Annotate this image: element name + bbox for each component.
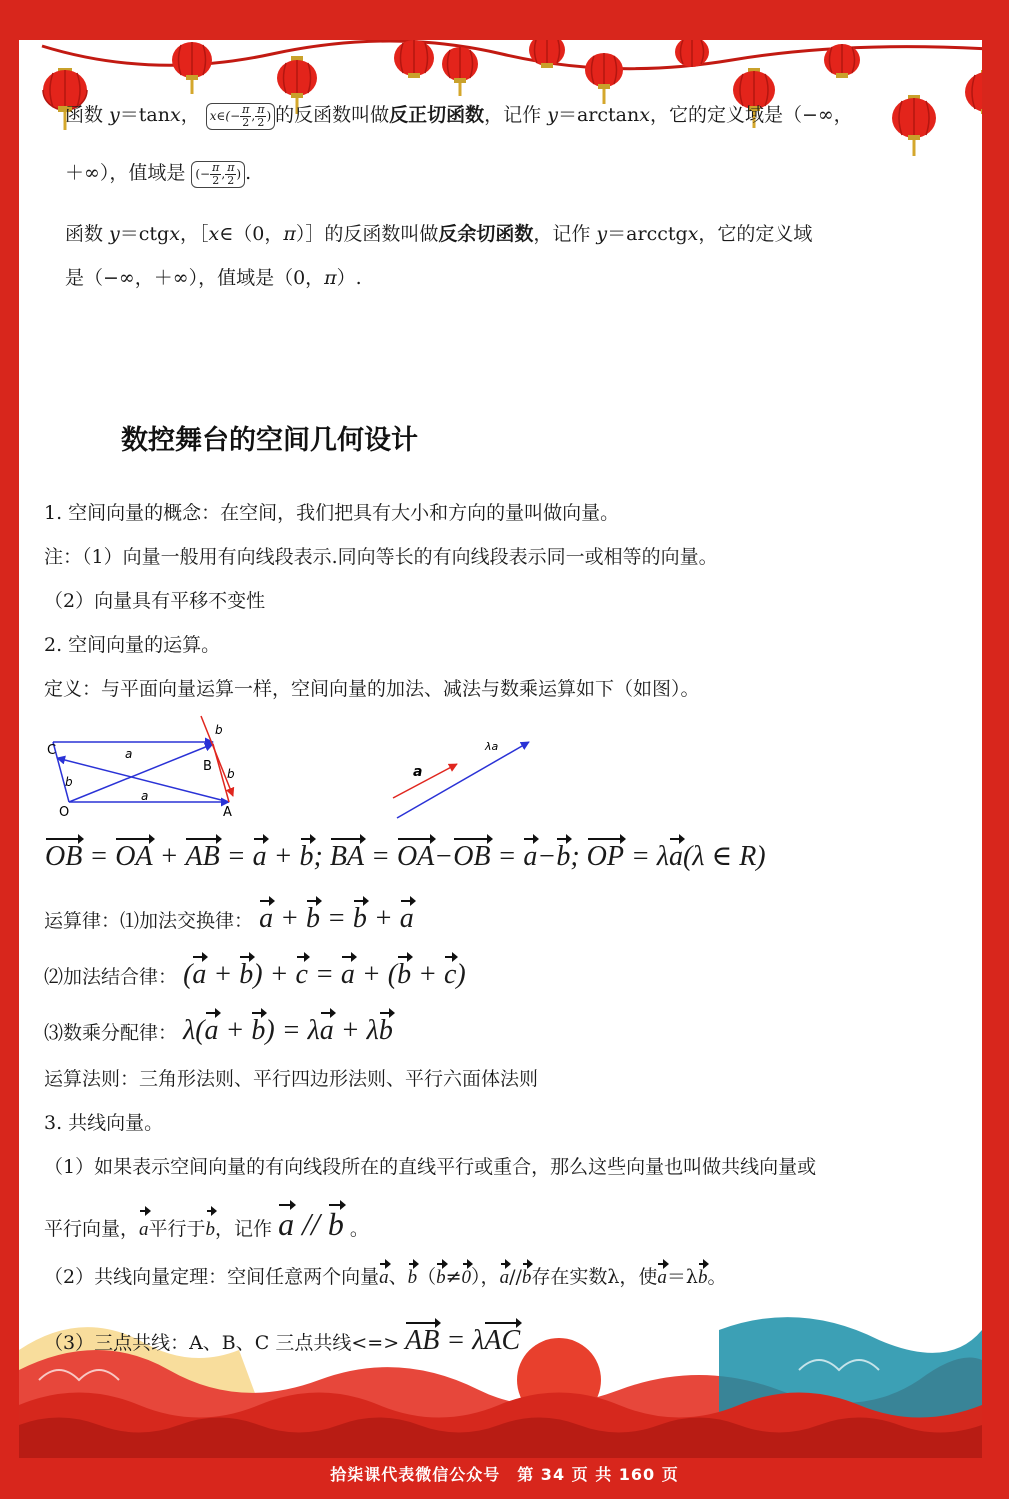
operation-rules: 运算法则：三角形法则、平行四边形法则、平行六面体法则 [44, 1068, 539, 1090]
arctan-range-interval: (− $\frac{\pi}{2}$ , $\frac{\pi}{2}$ ) [191, 161, 245, 188]
parallelogram-figure [43, 712, 253, 822]
lantern-icon [892, 95, 936, 156]
label-b-top: b [215, 723, 223, 737]
note-line-2: （2）向量具有平移不变性 [44, 590, 266, 612]
term-arccot: 反余切函数 [438, 223, 534, 245]
operations-line: 2. 空间向量的运算。 [44, 634, 221, 656]
lantern-icon [585, 53, 623, 104]
arctan-domain-interval: x∈(− $\frac{\pi}{2}$ , $\frac{\pi}{2}$ ) [206, 103, 275, 130]
collinear-definition-line1: （1）如果表示空间向量的有向线段所在的直线平行或重合，那么这些向量也叫做共线向量或 [44, 1156, 817, 1178]
vector-equations: OB = OA + AB = a + b; BA = OA−OB = a−b; OP = λa(λ ∈ R) [45, 841, 766, 872]
label-a-bottom: a [141, 789, 149, 803]
point-O: O [59, 805, 70, 820]
label-b-right: b [227, 767, 235, 781]
section-heading: 数控舞台的空间几何设计 [121, 425, 418, 456]
vector-lambda-a [397, 742, 529, 818]
distributive-law: ⑶数乘分配律： λ(a + b) = λa + λb [44, 1015, 393, 1046]
lantern-icon [172, 42, 212, 94]
definition-line: 定义：与平面向量运算一样，空间向量的加法、减法与数乘运算如下（如图）。 [44, 678, 700, 700]
label-b-left: b [65, 775, 73, 789]
collinear-heading: 3. 共线向量。 [44, 1112, 164, 1134]
arccot-definition-line1: 函数 y＝ctgx，［x∈（0，π）］的反函数叫做反余切函数，记作 y＝arcctgx，它的定义域 [65, 223, 813, 245]
three-points-collinear: （3）三点共线：A、B、C 三点共线<=> AB = λAC [44, 1325, 521, 1356]
concept-line: 1. 空间向量的概念：在空间，我们把具有大小和方向的量叫做向量。 [44, 502, 620, 524]
lantern-icon [824, 44, 860, 78]
collinear-theorem: （2）共线向量定理：空间任意两个向量a、b（b≠0），a//b存在实数λ，使a＝λb。 [44, 1264, 726, 1291]
note-line-1: 注：（1）向量一般用有向线段表示.同向等长的有向线段表示同一或相等的向量。 [44, 546, 718, 568]
scalar-multiplication-figure [389, 730, 539, 830]
label-a: a [413, 764, 423, 780]
label-a-top: a [125, 747, 133, 761]
point-A: A [223, 805, 232, 820]
label-lambda-a: λa [485, 740, 499, 753]
arctan-definition-line1: 函数 y＝tanx， x∈(− $\frac{\pi}{2}$ , $\frac{\pi}{2}$ ) 的反函数叫做反正切函数，记作 y＝arctanx，它的定义域是（−∞， [65, 102, 853, 129]
collinear-definition-line2: 平行向量，a平行于b，记作 a // b 。 [44, 1206, 369, 1248]
term-arctan: 反正切函数 [389, 104, 485, 126]
commutative-law: 运算律：⑴加法交换律： a + b = b + a [44, 903, 414, 934]
arctan-definition-line2: ＋∞），值域是 (− $\frac{\pi}{2}$ , $\frac{\pi}{2}$ ) . [65, 160, 252, 187]
lantern-icon [442, 47, 478, 96]
arccot-definition-line2: 是（−∞，＋∞），值域是（0，π）. [65, 267, 362, 289]
page-footer: 拾柒课代表微信公众号 第 34 页 共 160 页 [330, 1465, 679, 1484]
point-C: C [47, 743, 57, 758]
page [19, 40, 982, 1458]
associative-law: ⑵加法结合律： (a + b) + c = a + (b + c) [44, 959, 466, 990]
lantern-icon [965, 70, 982, 130]
vector-a-red [393, 764, 457, 798]
lantern-icon [394, 40, 434, 78]
point-B: B [203, 759, 212, 774]
